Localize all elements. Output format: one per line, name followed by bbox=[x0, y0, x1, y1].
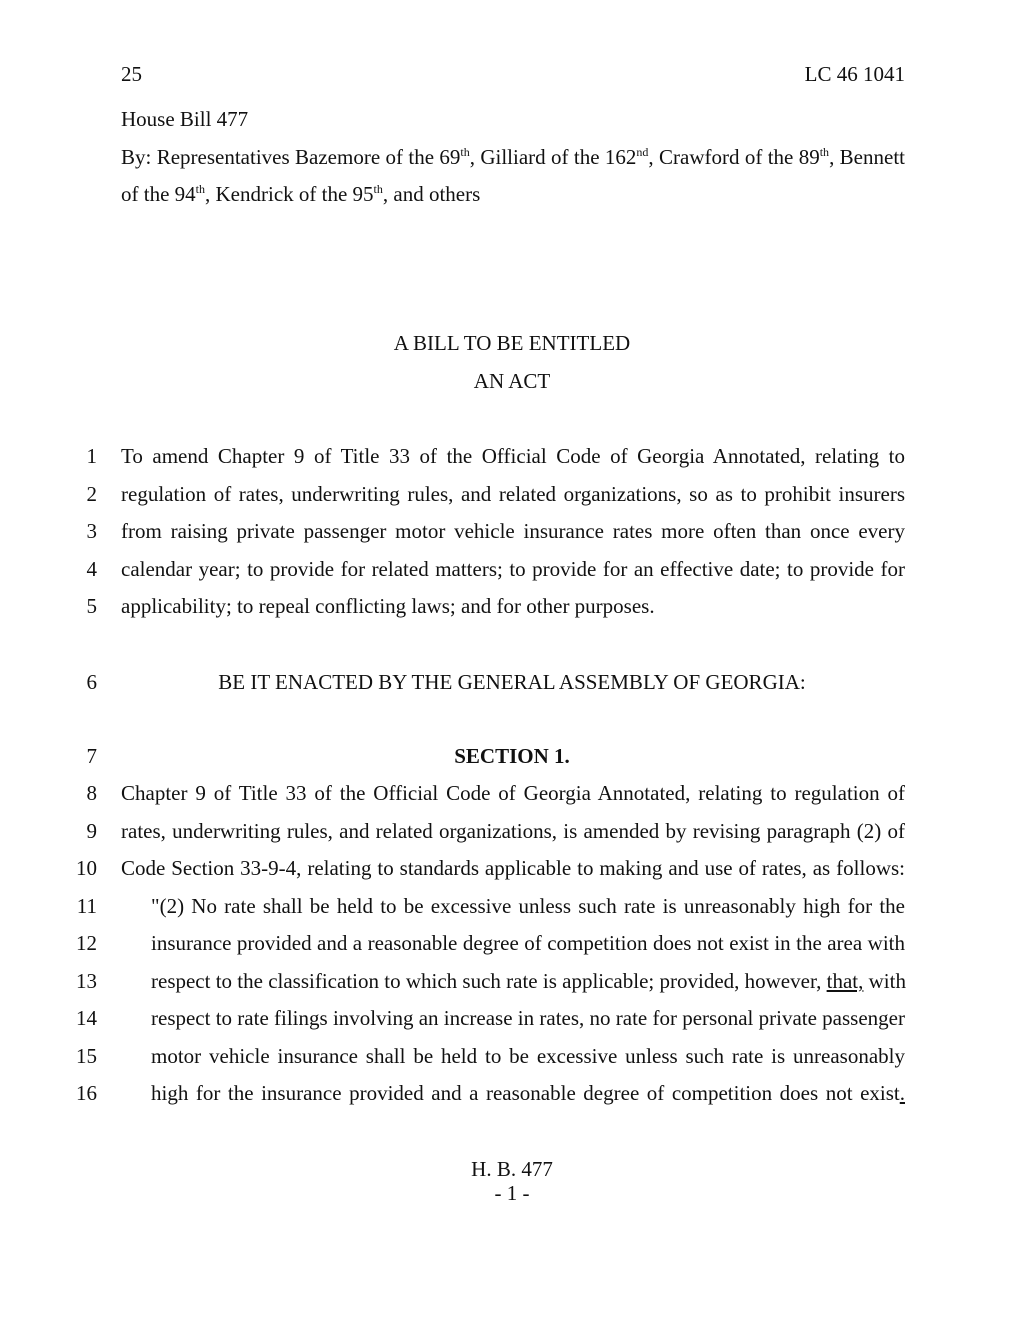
line-number: 12 bbox=[76, 931, 97, 955]
sponsors-line-1: By: Representatives Bazemore of the 69th, Gilliard of the 162nd, Crawford of the 89th, Bennett bbox=[121, 145, 905, 169]
quoted-line: "(2) No rate shall be held to be excessive unless such rate is unreasonably high for the bbox=[151, 894, 905, 918]
preamble-line: calendar year; to provide for related matters; to provide for an effective date; to provide for bbox=[121, 557, 905, 581]
footer-page-number: - 1 - bbox=[494, 1181, 530, 1205]
line-number: 2 bbox=[86, 482, 97, 506]
heading-line-1: A BILL TO BE ENTITLED bbox=[393, 331, 631, 355]
line-number: 8 bbox=[86, 781, 97, 805]
line-number: 13 bbox=[76, 969, 97, 993]
inserted-text: that, bbox=[826, 969, 864, 993]
bill-title: House Bill 477 bbox=[121, 107, 249, 131]
line-number: 1 bbox=[86, 444, 97, 468]
document-id: LC 46 1041 bbox=[804, 62, 905, 86]
line-number: 5 bbox=[86, 594, 97, 618]
quoted-line: motor vehicle insurance shall be held to be excessive unless such rate is unreasonably bbox=[151, 1044, 905, 1068]
line-number: 7 bbox=[86, 744, 97, 768]
quoted-line: respect to the classification to which such rate is applicable; provided, however, that, with bbox=[151, 969, 906, 993]
inserted-text: . bbox=[899, 1081, 905, 1105]
quoted-line: respect to rate filings involving an increase in rates, no rate for personal private passenger bbox=[151, 1006, 905, 1030]
sponsors-line-2: of the 94th, Kendrick of the 95th, and others bbox=[121, 182, 481, 206]
quoted-line: insurance provided and a reasonable degree of competition does not exist in the area with bbox=[151, 931, 905, 955]
preamble-line: from raising private passenger motor vehicle insurance rates more often than once every bbox=[121, 519, 905, 543]
footer-bill-ref: H. B. 477 bbox=[471, 1157, 553, 1181]
line-number: 10 bbox=[76, 856, 97, 880]
line-number: 14 bbox=[76, 1006, 97, 1030]
quoted-line: high for the insurance provided and a reasonable degree of competition does not exist. bbox=[151, 1081, 905, 1105]
heading-line-2: AN ACT bbox=[473, 369, 551, 393]
line-number: 16 bbox=[76, 1081, 97, 1105]
section-heading: SECTION 1. bbox=[454, 744, 570, 768]
line-number: 15 bbox=[76, 1044, 97, 1068]
preamble-line: regulation of rates, underwriting rules, and related organizations, so as to prohibit insurers bbox=[121, 482, 905, 506]
preamble-line: To amend Chapter 9 of Title 33 of the Official Code of Georgia Annotated, relating to bbox=[121, 444, 905, 468]
page-code: 25 bbox=[121, 62, 142, 86]
line-number: 11 bbox=[76, 894, 97, 918]
enacting-clause: BE IT ENACTED BY THE GENERAL ASSEMBLY OF GEORGIA: bbox=[218, 670, 806, 694]
line-number: 9 bbox=[86, 819, 97, 843]
preamble-line: applicability; to repeal conflicting laws; and for other purposes. bbox=[121, 594, 655, 618]
line-number: 4 bbox=[86, 557, 97, 581]
body-line: Chapter 9 of Title 33 of the Official Code of Georgia Annotated, relating to regulation of bbox=[121, 781, 905, 805]
line-number: 6 bbox=[86, 670, 97, 694]
line-number: 3 bbox=[86, 519, 97, 543]
body-line: rates, underwriting rules, and related organizations, is amended by revising paragraph (2) of bbox=[121, 819, 905, 843]
body-line: Code Section 33-9-4, relating to standards applicable to making and use of rates, as follows: bbox=[121, 856, 905, 880]
